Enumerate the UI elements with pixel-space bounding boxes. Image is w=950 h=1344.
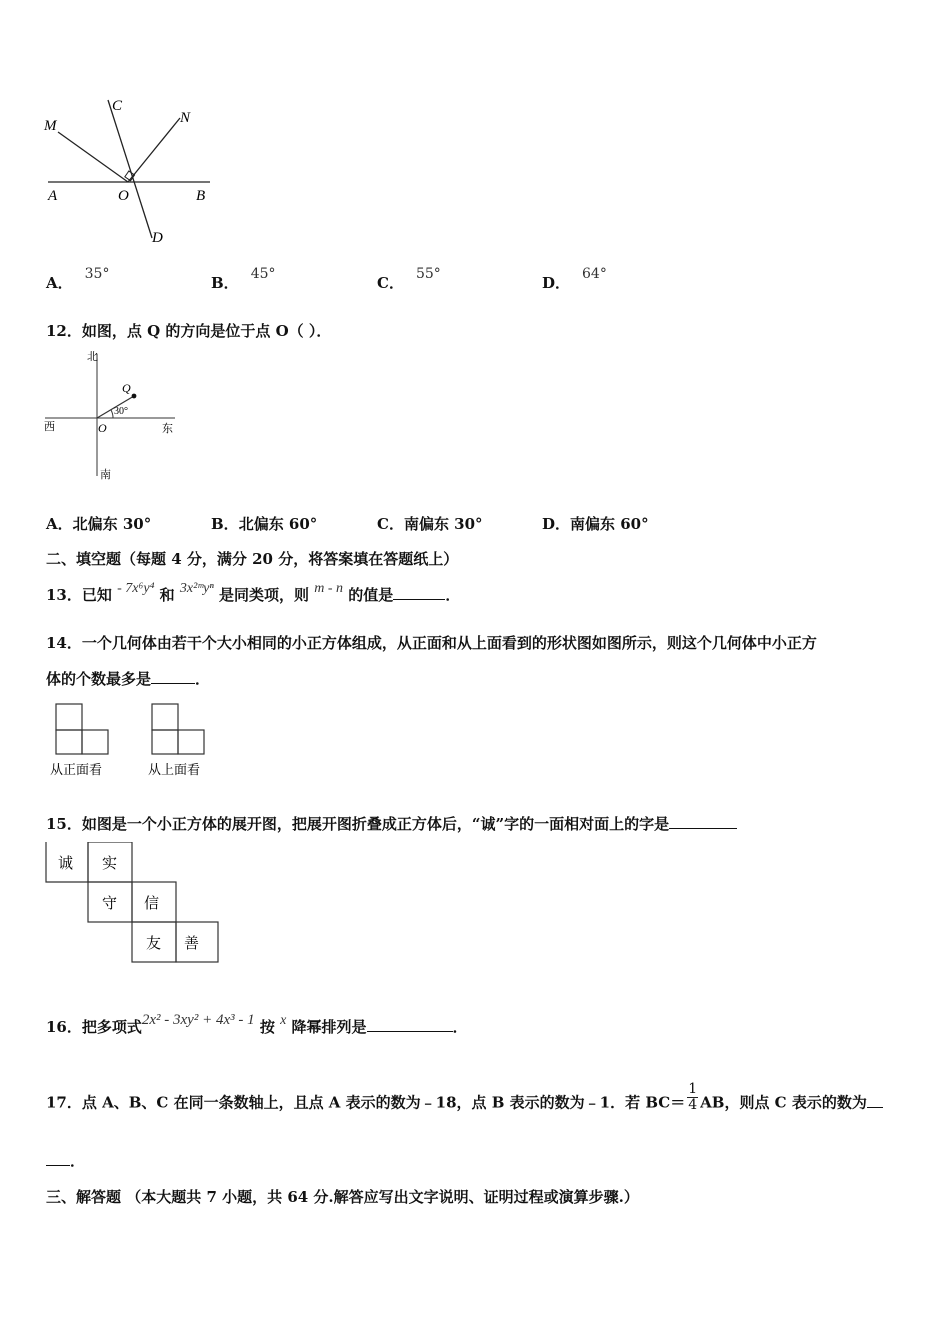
- q17-line2: ．: [46, 1150, 85, 1171]
- q14-answer-blank[interactable]: [151, 669, 195, 684]
- q13-expr1: - 7x⁶y⁴: [117, 581, 155, 596]
- front-view: [56, 704, 108, 754]
- q16-answer-blank[interactable]: [367, 1017, 453, 1032]
- ray-om: [58, 132, 128, 182]
- cube-net-q15: [44, 842, 222, 966]
- q11-option-b[interactable]: B． 45°: [211, 266, 276, 292]
- angle-figure-q11: [40, 92, 230, 252]
- q17-fraction: $\frac{1}{4}$: [688, 1081, 698, 1113]
- cell-xin: 信: [144, 894, 160, 912]
- label-south: 南: [100, 469, 111, 481]
- line-cd: [108, 100, 152, 238]
- label-east: 东: [162, 423, 173, 435]
- q13-expr2: 3x²ᵐyⁿ: [179, 581, 214, 596]
- view-shapes-q14: [46, 700, 226, 782]
- q16-text: 16．把多项式2x² - 3xy² + 4x³ - 1 按 x 降幂排列是 ．: [46, 1012, 468, 1036]
- cell-you: 友: [146, 934, 162, 952]
- label-m: M: [44, 118, 57, 134]
- cell-shou: 守: [102, 894, 118, 912]
- q11-option-d[interactable]: D． 64°: [542, 266, 607, 292]
- top-view: [152, 704, 204, 754]
- q12-option-a[interactable]: A．北偏东 30°: [46, 515, 152, 533]
- label-top-view: 从上面看: [148, 762, 201, 777]
- label-north: 北: [87, 351, 98, 363]
- label-west: 西: [44, 421, 55, 433]
- cell-cheng: 诚: [58, 854, 74, 872]
- ray-on: [128, 118, 180, 182]
- q17-answer-blank-line1[interactable]: [867, 1093, 883, 1108]
- cell-shi: 实: [102, 854, 118, 872]
- angle-arc: [111, 410, 113, 418]
- label-c: C: [112, 98, 123, 114]
- cell-shan: 善: [184, 934, 200, 952]
- point-q: [132, 394, 137, 399]
- q13-answer-blank[interactable]: [393, 585, 445, 600]
- q12-option-b[interactable]: B．北偏东 60°: [211, 515, 318, 533]
- q14-line2: 体的个数最多是 ．: [46, 670, 211, 688]
- q14-line1: 14．一个几何体由若干个大小相同的小正方体组成，从正面和从上面看到的形状图如图所示，则这个几何体中小正方: [46, 634, 817, 652]
- label-d: D: [152, 230, 163, 246]
- q15-answer-blank[interactable]: [669, 814, 737, 829]
- q12-option-c[interactable]: C．南偏东 30°: [377, 515, 483, 533]
- label-a: A: [48, 188, 58, 204]
- compass-figure-q12: [40, 346, 185, 486]
- q17-text: 17．点 A、B、C 在同一条数轴上，且点 A 表示的数为﹣18，点 B 表示的数为﹣1．若 BC＝ $\frac{1}{4}$ AB，则点 C 表示的数为: [46, 1088, 883, 1119]
- q11-option-a[interactable]: A． 35°: [46, 266, 110, 292]
- q16-expr: 2x² - 3xy² + 4x³ - 1: [141, 1012, 255, 1028]
- label-o: O: [98, 421, 107, 435]
- label-n: N: [180, 110, 191, 126]
- q13-text: 13．已知 - 7x⁶y⁴ 和 3x²ᵐyⁿ 是同类项，则 m - n 的值是 ．: [46, 581, 461, 604]
- q13-expr3: m - n: [314, 581, 344, 596]
- section-3-title: 三、解答题 （本大题共 7 小题，共 64 分.解答应写出文字说明、证明过程或演算步骤.）: [46, 1188, 639, 1206]
- q12-text: 12．如图，点 Q 的方向是位于点 O（ ）．: [46, 322, 332, 340]
- q12-option-d[interactable]: D．南偏东 60°: [542, 515, 649, 533]
- q11-option-c[interactable]: C． 55°: [377, 266, 441, 292]
- label-angle: 30°: [114, 406, 128, 417]
- q15-text: 15．如图是一个小正方体的展开图，把展开图折叠成正方体后，“诚”字的一面相对面上的字是: [46, 813, 737, 834]
- q16-var: x: [280, 1013, 287, 1028]
- label-o: O: [118, 188, 129, 204]
- label-b: B: [196, 188, 206, 204]
- label-front-view: 从正面看: [50, 762, 103, 777]
- section-2-title: 二、填空题（每题 4 分，满分 20 分，将答案填在答题纸上）: [46, 550, 459, 568]
- q17-answer-blank-line2[interactable]: [46, 1151, 70, 1166]
- label-q: Q: [122, 381, 131, 395]
